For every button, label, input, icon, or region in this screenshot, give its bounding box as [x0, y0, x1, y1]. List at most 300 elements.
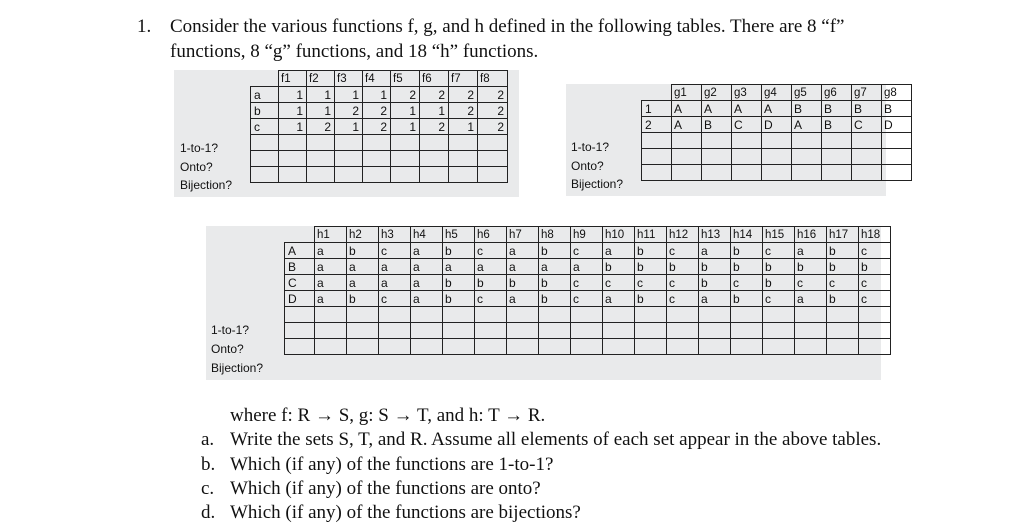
h-cell: b: [347, 291, 379, 307]
f-corner: [251, 71, 279, 87]
g-header-6: g6: [822, 85, 852, 101]
g-mapping-row: [642, 117, 912, 133]
f-header-7: f7: [449, 71, 478, 87]
h-header-10: h10: [603, 227, 635, 243]
f-answer-cell[interactable]: [335, 135, 363, 151]
g-header-7: g7: [852, 85, 882, 101]
f-answer-cell[interactable]: [478, 167, 508, 183]
g-answer-cell[interactable]: [732, 149, 762, 165]
h-domain-element: C: [285, 275, 315, 291]
f-answer-cell[interactable]: [420, 167, 449, 183]
h-cell: a: [347, 275, 379, 291]
g-answer-cell[interactable]: [822, 165, 852, 181]
h-cell: a: [795, 291, 827, 307]
f-answer-cell[interactable]: [363, 151, 391, 167]
h-cell: b: [539, 291, 571, 307]
problem-intro-line2: functions, 8 “g” functions, and 18 “h” functions.: [170, 41, 539, 62]
g-label-one-to-one: 1-to-1?: [571, 140, 610, 154]
g-cell: A: [732, 101, 762, 117]
f-mapping-row: [251, 103, 508, 119]
g-header-2: g2: [702, 85, 732, 101]
h-cell: b: [539, 243, 571, 259]
h-header-13: h13: [699, 227, 731, 243]
f-answer-row-bijection: [251, 167, 508, 183]
h-cell: b: [763, 259, 795, 275]
g-answer-cell[interactable]: [672, 133, 702, 149]
h-answer-row-bijection: [285, 339, 891, 355]
h-mapping-row: [285, 259, 891, 275]
h-header-11: h11: [635, 227, 667, 243]
f-answer-cell[interactable]: [335, 151, 363, 167]
f-cell: 1: [279, 119, 307, 135]
h-answer-cell[interactable]: [603, 339, 635, 355]
f-answer-cell[interactable]: [449, 167, 478, 183]
h-answer-cell[interactable]: [571, 323, 603, 339]
h-answer-cell[interactable]: [315, 307, 347, 323]
h-answer-cell[interactable]: [827, 323, 859, 339]
h-answer-row-onto: [285, 323, 891, 339]
g-domain-element: 1: [642, 101, 672, 117]
h-answer-cell[interactable]: [539, 307, 571, 323]
g-answer-row-bijection: [642, 165, 912, 181]
h-header-5: h5: [443, 227, 475, 243]
h-cell: b: [731, 259, 763, 275]
h-cell: c: [667, 275, 699, 291]
g-answer-cell[interactable]: [702, 149, 732, 165]
question-a-text: Write the sets S, T, and R. Assume all elements of each set appear in the above tables.: [230, 429, 882, 450]
h-answer-cell[interactable]: [731, 307, 763, 323]
g-cell: B: [822, 117, 852, 133]
h-label-one-to-one: 1-to-1?: [211, 323, 250, 337]
g-cell: B: [702, 117, 732, 133]
g-answer-row-onto: [642, 149, 912, 165]
where-line: where f: R → S, g: S → T, and h: T → R.: [230, 405, 546, 426]
h-answer-label-cell: [285, 307, 315, 323]
h-answer-cell[interactable]: [539, 323, 571, 339]
f-answer-cell[interactable]: [449, 135, 478, 151]
f-header-6: f6: [420, 71, 449, 87]
h-cell: c: [795, 275, 827, 291]
h-answer-cell[interactable]: [443, 307, 475, 323]
h-corner: [285, 227, 315, 243]
h-answer-cell[interactable]: [379, 323, 411, 339]
h-cell: b: [763, 275, 795, 291]
g-answer-label-cell: [642, 133, 672, 149]
f-answer-label-cell: [251, 151, 279, 167]
g-answer-cell[interactable]: [762, 149, 792, 165]
h-cell: c: [603, 275, 635, 291]
h-domain-element: B: [285, 259, 315, 275]
h-answer-cell[interactable]: [795, 323, 827, 339]
g-cell: D: [882, 117, 912, 133]
g-cell: C: [732, 117, 762, 133]
h-cell: a: [315, 243, 347, 259]
h-answer-cell[interactable]: [603, 323, 635, 339]
h-answer-cell[interactable]: [667, 323, 699, 339]
h-cell: c: [859, 291, 891, 307]
h-cell: b: [731, 243, 763, 259]
h-answer-cell[interactable]: [667, 307, 699, 323]
g-answer-cell[interactable]: [732, 133, 762, 149]
h-answer-cell[interactable]: [411, 323, 443, 339]
h-answer-cell[interactable]: [571, 307, 603, 323]
question-d-marker: d.: [201, 502, 216, 523]
question-d-text: Which (if any) of the functions are bijections?: [230, 502, 581, 523]
h-answer-cell[interactable]: [379, 339, 411, 355]
f-answer-cell[interactable]: [307, 135, 335, 151]
f-cell: 2: [363, 103, 391, 119]
h-answer-cell[interactable]: [699, 339, 731, 355]
g-answer-cell[interactable]: [732, 165, 762, 181]
h-label-bijection: Bijection?: [211, 361, 264, 375]
h-answer-cell[interactable]: [635, 323, 667, 339]
h-cell: b: [827, 243, 859, 259]
g-answer-cell[interactable]: [702, 133, 732, 149]
h-cell: a: [603, 243, 635, 259]
f-domain-element: a: [251, 87, 279, 103]
question-b-text: Which (if any) of the functions are 1-to-1?: [230, 454, 554, 475]
h-cell: c: [731, 275, 763, 291]
h-cell: b: [635, 243, 667, 259]
h-cell: a: [315, 259, 347, 275]
f-answer-cell[interactable]: [279, 167, 307, 183]
g-cell: A: [762, 101, 792, 117]
f-cell: 2: [420, 87, 449, 103]
g-answer-cell[interactable]: [792, 165, 822, 181]
h-answer-cell[interactable]: [827, 307, 859, 323]
h-table: [284, 226, 891, 355]
h-cell: a: [411, 243, 443, 259]
h-header-17: h17: [827, 227, 859, 243]
g-answer-cell[interactable]: [852, 165, 882, 181]
h-answer-cell[interactable]: [859, 307, 891, 323]
h-answer-cell[interactable]: [731, 339, 763, 355]
g-answer-cell[interactable]: [762, 165, 792, 181]
f-cell: 1: [391, 103, 420, 119]
h-cell: a: [507, 243, 539, 259]
h-answer-cell[interactable]: [635, 307, 667, 323]
h-domain-element: D: [285, 291, 315, 307]
f-answer-cell[interactable]: [420, 151, 449, 167]
f-answer-label-cell: [251, 167, 279, 183]
h-cell: c: [475, 291, 507, 307]
f-answer-cell[interactable]: [335, 167, 363, 183]
f-header-4: f4: [363, 71, 391, 87]
f-mapping-row: [251, 87, 508, 103]
g-cell: A: [702, 101, 732, 117]
f-answer-cell[interactable]: [307, 167, 335, 183]
f-answer-label-cell: [251, 135, 279, 151]
f-label-one-to-one: 1-to-1?: [180, 141, 219, 155]
problem-number: 1.: [137, 16, 152, 37]
h-cell: c: [667, 291, 699, 307]
h-cell: b: [667, 259, 699, 275]
g-answer-cell[interactable]: [672, 165, 702, 181]
question-a-marker: a.: [201, 429, 215, 450]
f-cell: 1: [449, 119, 478, 135]
h-cell: b: [635, 291, 667, 307]
h-domain-element: A: [285, 243, 315, 259]
g-answer-cell[interactable]: [762, 133, 792, 149]
h-answer-cell[interactable]: [347, 307, 379, 323]
f-answer-cell[interactable]: [391, 167, 420, 183]
g-cell: C: [852, 117, 882, 133]
f-header-2: f2: [307, 71, 335, 87]
g-cell: B: [882, 101, 912, 117]
h-cell: b: [347, 243, 379, 259]
f-cell: 1: [391, 119, 420, 135]
h-header-4: h4: [411, 227, 443, 243]
h-answer-cell[interactable]: [507, 339, 539, 355]
g-answer-cell[interactable]: [852, 149, 882, 165]
f-cell: 2: [391, 87, 420, 103]
h-answer-cell[interactable]: [475, 323, 507, 339]
h-answer-cell[interactable]: [859, 323, 891, 339]
h-header-9: h9: [571, 227, 603, 243]
h-cell: a: [571, 259, 603, 275]
h-cell: b: [731, 291, 763, 307]
h-answer-cell[interactable]: [699, 323, 731, 339]
h-header-15: h15: [763, 227, 795, 243]
h-cell: b: [795, 259, 827, 275]
f-label-bijection: Bijection?: [180, 178, 233, 192]
h-cell: b: [475, 275, 507, 291]
h-cell: a: [315, 291, 347, 307]
f-cell: 2: [478, 119, 508, 135]
f-table: [250, 70, 508, 183]
f-answer-cell[interactable]: [391, 135, 420, 151]
f-cell: 2: [363, 119, 391, 135]
f-domain-element: c: [251, 119, 279, 135]
h-answer-cell[interactable]: [763, 323, 795, 339]
h-cell: b: [443, 291, 475, 307]
f-cell: 2: [449, 87, 478, 103]
h-answer-cell[interactable]: [411, 339, 443, 355]
g-answer-label-cell: [642, 165, 672, 181]
h-cell: a: [315, 275, 347, 291]
g-answer-cell[interactable]: [672, 149, 702, 165]
g-answer-row-one-to-one: [642, 133, 912, 149]
h-label-onto: Onto?: [211, 342, 244, 356]
h-mapping-row: [285, 243, 891, 259]
h-cell: c: [859, 275, 891, 291]
h-cell: c: [571, 291, 603, 307]
g-answer-label-cell: [642, 149, 672, 165]
f-mapping-row: [251, 119, 508, 135]
f-cell: 1: [335, 87, 363, 103]
f-cell: 1: [307, 87, 335, 103]
f-answer-cell[interactable]: [420, 135, 449, 151]
h-answer-cell[interactable]: [347, 339, 379, 355]
f-answer-cell[interactable]: [478, 135, 508, 151]
h-cell: b: [443, 243, 475, 259]
h-answer-cell[interactable]: [539, 339, 571, 355]
f-answer-cell[interactable]: [363, 167, 391, 183]
h-cell: a: [699, 243, 731, 259]
g-cell: D: [762, 117, 792, 133]
h-cell: c: [475, 243, 507, 259]
h-mapping-row: [285, 291, 891, 307]
g-answer-cell[interactable]: [822, 133, 852, 149]
h-answer-cell[interactable]: [475, 339, 507, 355]
f-header-1: f1: [279, 71, 307, 87]
h-cell: c: [379, 291, 411, 307]
h-cell: a: [507, 291, 539, 307]
h-cell: c: [859, 243, 891, 259]
f-header-3: f3: [335, 71, 363, 87]
f-header-8: f8: [478, 71, 508, 87]
h-cell: c: [763, 243, 795, 259]
h-answer-cell[interactable]: [475, 307, 507, 323]
f-cell: 1: [279, 103, 307, 119]
g-answer-cell[interactable]: [792, 149, 822, 165]
h-cell: c: [379, 243, 411, 259]
g-cell: B: [822, 101, 852, 117]
g-header-8: g8: [882, 85, 912, 101]
h-cell: a: [411, 259, 443, 275]
f-cell: 1: [307, 103, 335, 119]
g-corner: [642, 85, 672, 101]
h-cell: a: [443, 259, 475, 275]
h-cell: b: [827, 291, 859, 307]
f-answer-cell[interactable]: [279, 151, 307, 167]
g-cell: B: [792, 101, 822, 117]
g-mapping-row: [642, 101, 912, 117]
h-answer-cell[interactable]: [763, 307, 795, 323]
h-answer-label-cell: [285, 323, 315, 339]
h-cell: c: [635, 275, 667, 291]
h-cell: a: [603, 291, 635, 307]
h-answer-row-one-to-one: [285, 307, 891, 323]
h-answer-cell[interactable]: [827, 339, 859, 355]
h-answer-cell[interactable]: [635, 339, 667, 355]
g-header-5: g5: [792, 85, 822, 101]
f-answer-cell[interactable]: [391, 151, 420, 167]
g-answer-cell[interactable]: [882, 149, 912, 165]
h-cell: b: [827, 259, 859, 275]
g-header-4: g4: [762, 85, 792, 101]
h-cell: b: [699, 259, 731, 275]
h-answer-cell[interactable]: [859, 339, 891, 355]
h-answer-label-cell: [285, 339, 315, 355]
h-header-1: h1: [315, 227, 347, 243]
g-header-3: g3: [732, 85, 762, 101]
f-cell: 2: [449, 103, 478, 119]
h-answer-cell[interactable]: [379, 307, 411, 323]
f-answer-cell[interactable]: [363, 135, 391, 151]
h-cell: a: [411, 291, 443, 307]
h-answer-cell[interactable]: [443, 323, 475, 339]
h-answer-cell[interactable]: [315, 323, 347, 339]
g-cell: A: [672, 101, 702, 117]
h-header-14: h14: [731, 227, 763, 243]
question-c-marker: c.: [201, 478, 215, 499]
h-cell: a: [539, 259, 571, 275]
h-answer-cell[interactable]: [763, 339, 795, 355]
f-label-onto: Onto?: [180, 160, 213, 174]
g-answer-cell[interactable]: [702, 165, 732, 181]
h-answer-cell[interactable]: [795, 339, 827, 355]
h-cell: a: [347, 259, 379, 275]
h-cell: c: [667, 243, 699, 259]
h-cell: c: [571, 275, 603, 291]
f-cell: 1: [279, 87, 307, 103]
f-answer-cell[interactable]: [279, 135, 307, 151]
h-answer-cell[interactable]: [731, 323, 763, 339]
h-cell: b: [443, 275, 475, 291]
g-answer-cell[interactable]: [792, 133, 822, 149]
h-cell: b: [507, 275, 539, 291]
h-cell: c: [571, 243, 603, 259]
h-cell: b: [699, 275, 731, 291]
question-b-marker: b.: [201, 454, 216, 475]
g-answer-cell[interactable]: [822, 149, 852, 165]
f-cell: 2: [335, 103, 363, 119]
h-answer-cell[interactable]: [347, 323, 379, 339]
f-answer-cell[interactable]: [307, 151, 335, 167]
g-answer-cell[interactable]: [882, 165, 912, 181]
f-cell: 1: [363, 87, 391, 103]
h-header-7: h7: [507, 227, 539, 243]
h-header-12: h12: [667, 227, 699, 243]
f-cell: 2: [307, 119, 335, 135]
g-table: [641, 84, 912, 181]
h-header-2: h2: [347, 227, 379, 243]
h-header-16: h16: [795, 227, 827, 243]
f-cell: 1: [420, 103, 449, 119]
h-header-6: h6: [475, 227, 507, 243]
h-answer-cell[interactable]: [667, 339, 699, 355]
h-answer-cell[interactable]: [443, 339, 475, 355]
g-cell: B: [852, 101, 882, 117]
h-answer-cell[interactable]: [795, 307, 827, 323]
f-answer-row-one-to-one: [251, 135, 508, 151]
f-domain-element: b: [251, 103, 279, 119]
f-header-5: f5: [391, 71, 420, 87]
h-cell: a: [379, 259, 411, 275]
h-answer-cell[interactable]: [507, 307, 539, 323]
f-answer-cell[interactable]: [478, 151, 508, 167]
question-c-text: Which (if any) of the functions are onto?: [230, 478, 541, 499]
f-cell: 2: [478, 103, 508, 119]
f-answer-row-onto: [251, 151, 508, 167]
h-answer-cell[interactable]: [507, 323, 539, 339]
h-answer-cell[interactable]: [603, 307, 635, 323]
h-answer-cell[interactable]: [411, 307, 443, 323]
h-header-18: h18: [859, 227, 891, 243]
g-header-1: g1: [672, 85, 702, 101]
h-cell: c: [827, 275, 859, 291]
h-answer-cell[interactable]: [699, 307, 731, 323]
g-answer-cell[interactable]: [882, 133, 912, 149]
f-cell: 2: [420, 119, 449, 135]
h-cell: a: [411, 275, 443, 291]
h-cell: b: [603, 259, 635, 275]
g-label-onto: Onto?: [571, 159, 604, 173]
g-answer-cell[interactable]: [852, 133, 882, 149]
g-domain-element: 2: [642, 117, 672, 133]
g-cell: A: [792, 117, 822, 133]
h-cell: a: [475, 259, 507, 275]
g-cell: A: [672, 117, 702, 133]
h-cell: b: [635, 259, 667, 275]
h-answer-cell[interactable]: [571, 339, 603, 355]
f-cell: 2: [478, 87, 508, 103]
h-answer-cell[interactable]: [315, 339, 347, 355]
g-label-bijection: Bijection?: [571, 177, 624, 191]
problem-intro-line1: Consider the various functions f, g, and h defined in the following tables. There are 8 “f”: [170, 16, 845, 37]
f-answer-cell[interactable]: [449, 151, 478, 167]
